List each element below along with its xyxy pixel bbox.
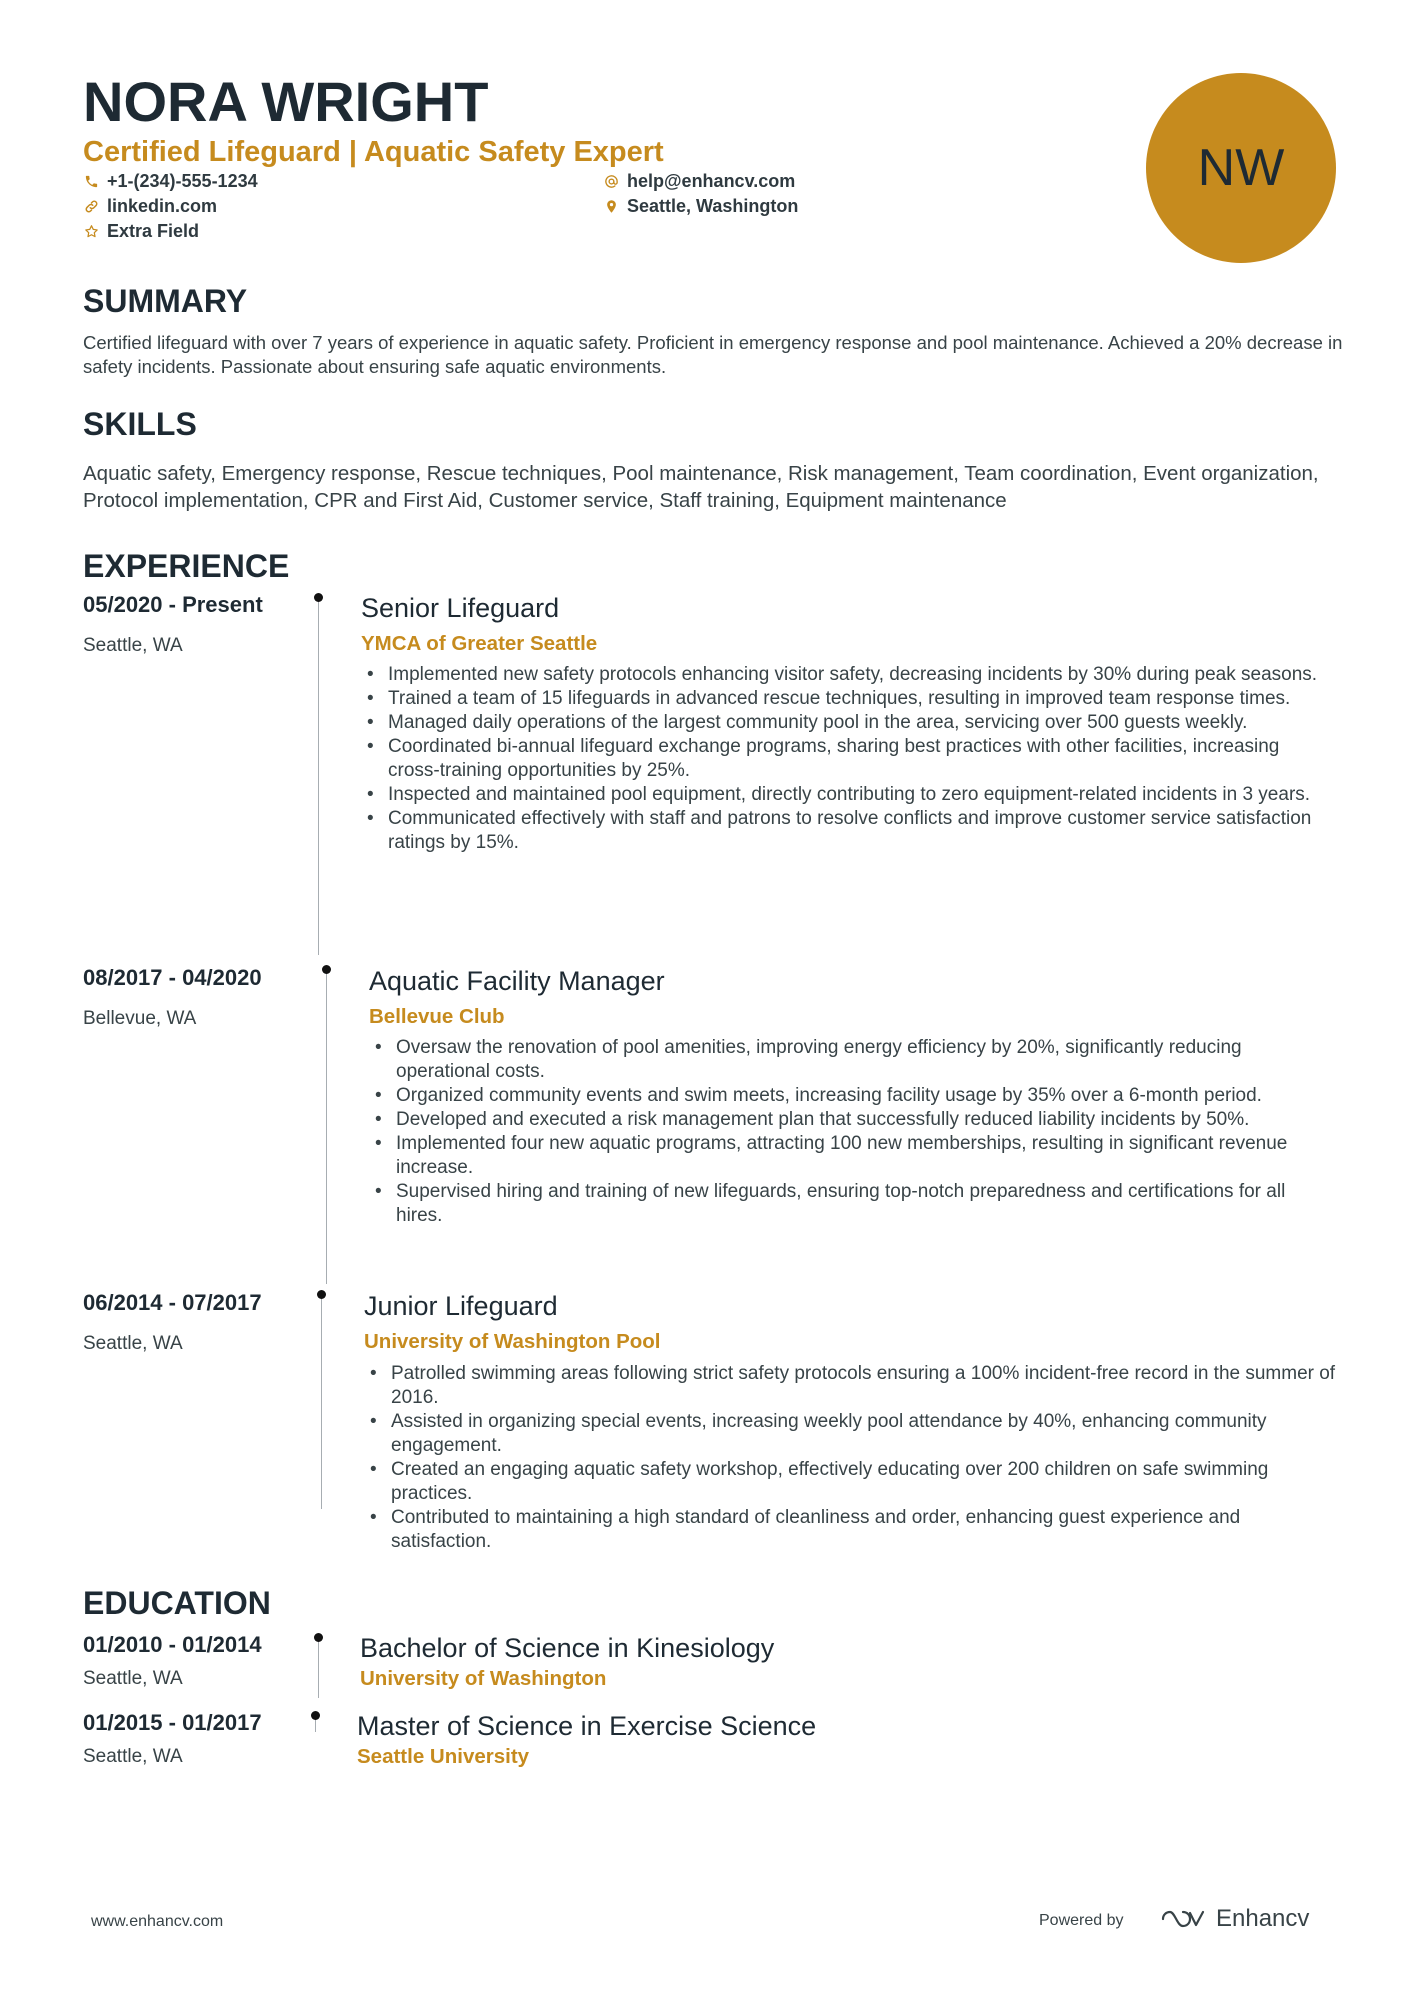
bullet-item: • Contributed to maintaining a high standard of cleanliness and order, enhancing guest experience and satisfaction.: [364, 1506, 1336, 1554]
bullet-item: • Developed and executed a risk management plan that successfully reduced liability incidents by 50%.: [369, 1108, 1336, 1132]
experience-heading: EXPERIENCE: [83, 548, 290, 584]
job-dates: 06/2014 - 07/2017: [83, 1290, 262, 1315]
edu-location: Seattle, WA: [83, 1668, 183, 1689]
bullet-item: • Organized community events and swim meets, increasing facility usage by 35% over a 6-month period.: [369, 1084, 1336, 1108]
timeline-dot: [311, 1711, 320, 1720]
edu-school: Seattle University: [357, 1745, 530, 1768]
job-company: University of Washington Pool: [364, 1330, 661, 1353]
timeline-dot: [322, 965, 331, 974]
job-role: Aquatic Facility Manager: [369, 966, 665, 996]
candidate-title: Certified Lifeguard | Aquatic Safety Expert: [83, 136, 664, 168]
education-heading: EDUCATION: [83, 1585, 271, 1621]
job-location: Seattle, WA: [83, 635, 183, 656]
bullet-item: • Inspected and maintained pool equipment, directly contributing to zero equipment-related incidents in 3 years.: [361, 783, 1336, 807]
bullet-item: • Managed daily operations of the largest community pool in the area, servicing over 500 guests weekly.: [361, 711, 1336, 735]
summary-text: Certified lifeguard with over 7 years of experience in aquatic safety. Proficient in emergency response and pool maintenance. Achieved a 20% decrease in safety incidents. Passionate about ensuring safe aquatic environments.: [83, 332, 1343, 377]
extra-text: Extra Field: [107, 221, 200, 241]
job-role: Junior Lifeguard: [364, 1291, 558, 1321]
job-bullets: [369, 1036, 1336, 1228]
job-bullets: [364, 1362, 1336, 1554]
job-location: Bellevue, WA: [83, 1008, 197, 1029]
enhancv-logo-icon: [1160, 1907, 1206, 1931]
job-company: YMCA of Greater Seattle: [361, 632, 598, 655]
skills-heading: SKILLS: [83, 406, 197, 442]
timeline-dot: [317, 1290, 326, 1299]
summary-heading: SUMMARY: [83, 283, 248, 319]
timeline-line: [315, 1718, 316, 1732]
star-icon: [83, 223, 99, 239]
footer-powered-by: Powered by: [1039, 1912, 1124, 1929]
timeline-line: [326, 972, 327, 1284]
edu-dates: 01/2015 - 01/2017: [83, 1710, 262, 1735]
bullet-item: • Communicated effectively with staff and patrons to resolve conflicts and improve customer service satisfaction ratings by 15%.: [361, 807, 1336, 855]
timeline-line: [318, 600, 319, 955]
candidate-name: NORA WRIGHT: [83, 70, 489, 133]
linkedin-text: linkedin.com: [107, 196, 218, 216]
contact-email[interactable]: [603, 169, 795, 193]
job-bullets: [361, 663, 1336, 855]
bullet-item: • Created an engaging aquatic safety workshop, effectively educating over 200 children on safe swimming practices.: [364, 1458, 1336, 1506]
timeline-dot: [314, 593, 323, 602]
job-company: Bellevue Club: [369, 1005, 505, 1028]
link-icon: [83, 198, 99, 214]
bullet-item: • Trained a team of 15 lifeguards in advanced rescue techniques, resulting in improved team response times.: [361, 687, 1336, 711]
footer-brand-name: Enhancv: [1216, 1905, 1310, 1932]
footer-website[interactable]: www.enhancv.com: [91, 1913, 224, 1930]
phone-text: +1-(234)-555-1234: [107, 171, 258, 191]
timeline-line: [321, 1297, 322, 1509]
timeline-line: [318, 1640, 319, 1698]
edu-school: University of Washington: [360, 1667, 607, 1690]
edu-degree: Master of Science in Exercise Science: [357, 1711, 817, 1741]
avatar: NW: [1146, 73, 1336, 263]
job-dates: 05/2020 - Present: [83, 592, 263, 617]
contact-location: [603, 194, 798, 218]
at-icon: [603, 173, 619, 189]
bullet-item: • Assisted in organizing special events, increasing weekly pool attendance by 40%, enhancing community engagement.: [364, 1410, 1336, 1458]
location-text: Seattle, Washington: [627, 196, 799, 216]
skills-text: Aquatic safety, Emergency response, Rescue techniques, Pool maintenance, Risk management, Team coordination, Event organization, Protocol implementation, CPR and First Aid, Customer service, Staff training, Equipment maintenance: [83, 462, 1319, 512]
phone-icon: [83, 173, 99, 189]
job-dates: 08/2017 - 04/2020: [83, 965, 262, 990]
job-role: Senior Lifeguard: [361, 593, 560, 623]
edu-degree: Bachelor of Science in Kinesiology: [360, 1633, 775, 1663]
job-location: Seattle, WA: [83, 1333, 183, 1354]
bullet-item: • Supervised hiring and training of new lifeguards, ensuring top-notch preparedness and certifications for all hires.: [369, 1180, 1336, 1228]
edu-location: Seattle, WA: [83, 1746, 183, 1767]
bullet-item: • Implemented new safety protocols enhancing visitor safety, decreasing incidents by 30% during peak seasons.: [361, 663, 1336, 687]
edu-dates: 01/2010 - 01/2014: [83, 1632, 262, 1657]
location-pin-icon: [603, 198, 619, 214]
contact-phone: [83, 169, 258, 193]
footer-brand[interactable]: [1160, 1903, 1309, 1935]
email-text: help@enhancv.com: [627, 171, 796, 191]
timeline-dot: [314, 1633, 323, 1642]
bullet-item: • Patrolled swimming areas following strict safety protocols ensuring a 100% incident-free record in the summer of 2016.: [364, 1362, 1336, 1410]
bullet-item: • Oversaw the renovation of pool amenities, improving energy efficiency by 20%, significantly reducing operational costs.: [369, 1036, 1336, 1084]
contact-linkedin[interactable]: [83, 194, 217, 218]
contact-extra: [83, 219, 199, 243]
bullet-item: • Implemented four new aquatic programs, attracting 100 new memberships, resulting in significant revenue increase.: [369, 1132, 1336, 1180]
bullet-item: • Coordinated bi-annual lifeguard exchange programs, sharing best practices with other facilities, increasing cross-training opportunities by 25%.: [361, 735, 1336, 783]
